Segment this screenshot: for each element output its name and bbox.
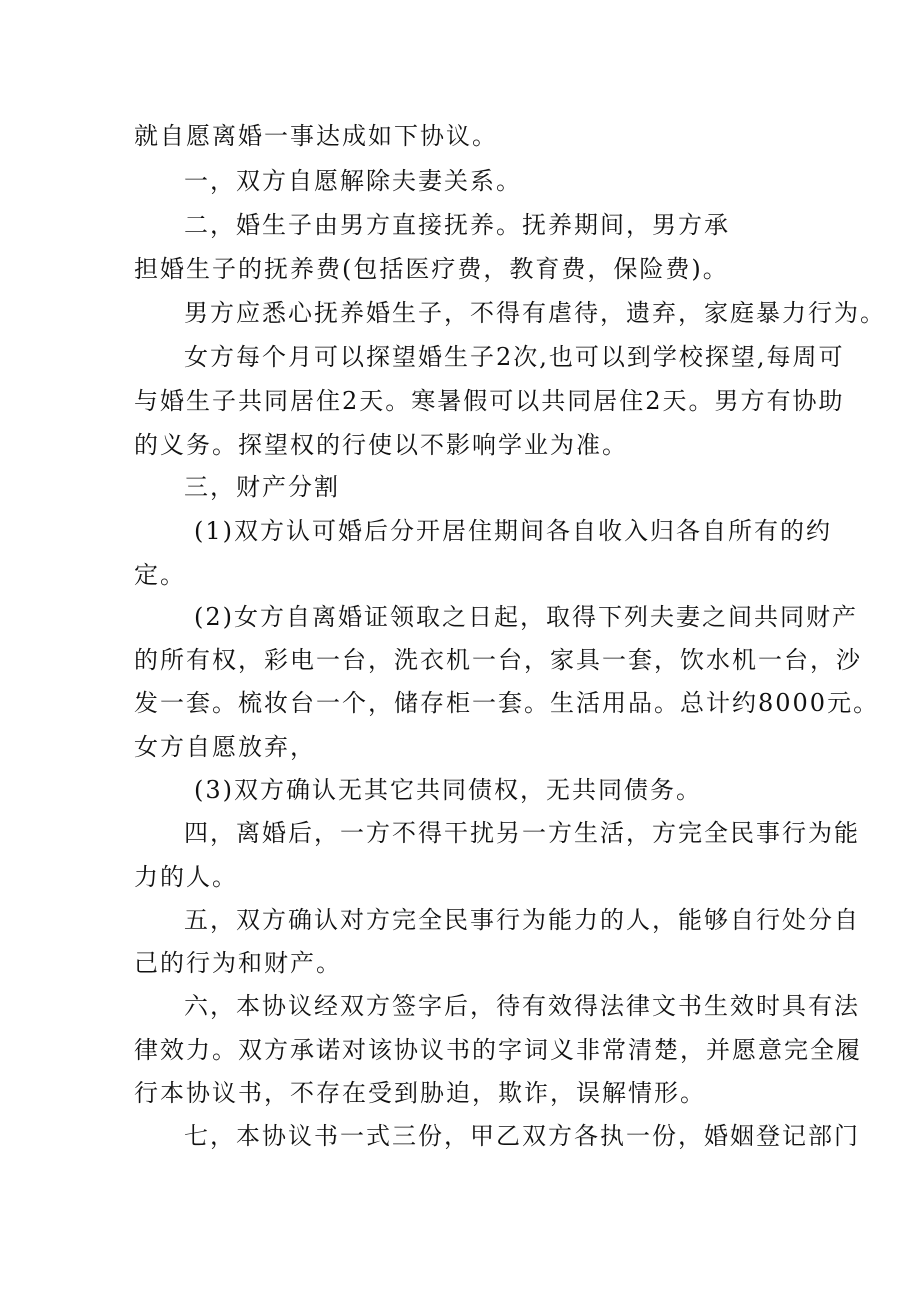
text-line: 就自愿离婚一事达成如下协议。 [134, 122, 498, 150]
text-line: 定。 [134, 561, 186, 589]
text-line: 行本协议书，不存在受到胁迫，欺诈，误解情形。 [134, 1079, 706, 1107]
text-line: 六，本协议经双方签字后，待有效得法律文书生效时具有法 [184, 992, 860, 1020]
text-line: 女方每个月可以探望婚生子2次,也可以到学校探望,每周可 [184, 343, 845, 371]
text-line: 一，双方自愿解除夫妻关系。 [184, 167, 522, 195]
text-line: (1)双方认可婚后分开居住期间各自收入归各自所有的约 [194, 517, 832, 545]
text-line: 发一套。梳妆台一个，储存柜一套。生活用品。总计约8000元。 [134, 689, 880, 717]
text-line: 与婚生子共同居住2天。寒暑假可以共同居住2天。男方有协助 [134, 387, 845, 415]
text-line: 力的人。 [134, 863, 238, 891]
text-line: 己的行为和财产。 [134, 949, 342, 977]
text-line: 五，双方确认对方完全民事行为能力的人，能够自行处分自 [184, 906, 860, 934]
text-line: (3)双方确认无其它共同债权，无共同债务。 [194, 776, 702, 804]
text-line: 男方应悉心抚养婚生子，不得有虐待，遗弃，家庭暴力行为。 [184, 299, 886, 327]
text-line: 律效力。双方承诺对该协议书的字词义非常清楚，并愿意完全履 [134, 1036, 862, 1064]
text-line: 女方自愿放弃， [134, 733, 316, 761]
text-line: 七，本协议书一式三份，甲乙双方各执一份，婚姻登记部门 [184, 1122, 860, 1150]
text-line: 三，财产分割 [184, 473, 340, 501]
text-line: 四，离婚后，一方不得干扰另一方生活，方完全民事行为能 [184, 819, 860, 847]
text-line: 二，婚生子由男方直接抚养。抚养期间，男方承 [184, 211, 730, 239]
text-line: 担婚生子的抚养费(包括医疗费，教育费，保险费)。 [134, 255, 729, 283]
text-line: 的义务。探望权的行使以不影响学业为准。 [134, 431, 628, 459]
text-line: (2)女方自离婚证领取之日起，取得下列夫妻之间共同财产 [194, 603, 858, 631]
text-line: 的所有权，彩电一台，洗衣机一台，家具一套，饮水机一台，沙 [134, 646, 862, 674]
